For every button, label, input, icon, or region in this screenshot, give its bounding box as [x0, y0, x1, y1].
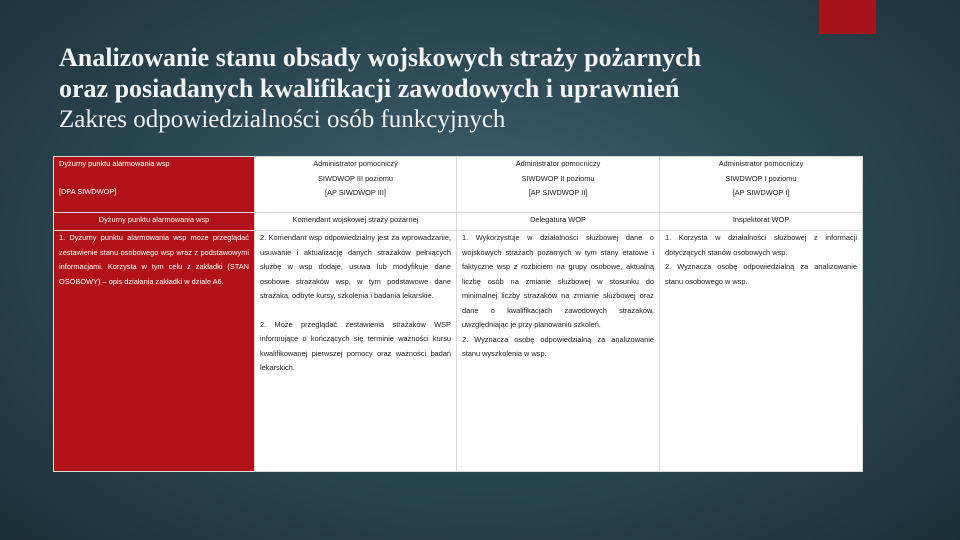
- body-cell-komendant: [255, 231, 457, 472]
- header-ap2-abbr: [AP SIWDWOP II]: [528, 188, 588, 197]
- slide-title: [59, 42, 819, 137]
- header-cell-dpa: [54, 157, 255, 213]
- header-ap2-level: SIWDWOP II poziomu: [521, 173, 595, 183]
- table-header-row: [54, 157, 863, 213]
- inspektorat-duty-1: 1. Korzysta w działalności służbowej z informacji dotyczących stanów osobowych wsp.: [665, 233, 857, 257]
- header-ap2-role: Administrator pomocniczy: [515, 159, 601, 168]
- table-body-row: [54, 231, 863, 472]
- title-subtitle: Zakres odpowiedzialności osób funkcyjnych: [59, 106, 506, 133]
- header-cell-ap1: [660, 157, 863, 213]
- delegatura-duty-2: 2. Wyznacza osobę odpowiedzialną za analizowanie stanu wyszkolenia w wsp.: [462, 334, 654, 358]
- body-cell-dpa: [54, 231, 255, 472]
- header-ap3-abbr: [AP SIWDWOP III]: [325, 188, 386, 197]
- komendant-duty-1: 2. Komendant wsp odpowiedzialny jest za wprowadzanie, usuwanie i aktualizację danych strażaków pełniących służbę w wsp dodaje, usuwa lub modyfikuje dane osobowe strażaków wsp, w tym podstawowe dane strażaka, odbyte kursy, szkolenia i badania lekarskie.: [260, 233, 451, 300]
- header-dpa-role: Dyżurny punktu alarmowania wsp: [59, 159, 170, 168]
- accent-block: [819, 0, 876, 34]
- header-ap1-abbr: [AP SIWDWOP I]: [732, 188, 790, 197]
- header-ap1-level: SIWDWOP I poziomu: [725, 173, 797, 183]
- header-cell-ap2: [457, 157, 660, 213]
- subheader-delegatura: Delegatura WOP: [457, 213, 660, 231]
- header-ap3-role: Administrator pomocniczy: [313, 159, 398, 168]
- subheader-inspektorat: Inspektorat WOP: [660, 213, 863, 231]
- title-line-2: oraz posiadanych kwalifikacji zawodowych i uprawnień: [59, 74, 680, 103]
- delegatura-duty-1: 1. Wykorzystuje w działalności służbowej dane o wojskowych strażach pożarnych w tym stany etatowe i faktyczne wsp z rozbiciem na grupy osobowe, aktualną liczbę osób na zmianie służbowej w stosunku do minimalnej liczby strażaków na zmianie służbowej oraz dane o kwalifikacjach zawodowych strażaków, uwzględniając je przy planowaniu szkoleń.: [462, 233, 654, 329]
- komendant-duty-2: 2. Może przeglądać zestawienia strażaków WSP informujące o kończących się terminie ważności kursu kwalifikowanej pierwszej pomocy oraz ważności badań lekarskich.: [260, 319, 451, 372]
- header-ap1-role: Administrator pomocniczy: [718, 159, 804, 168]
- dpa-duty-1: 1. Dyżurny punktu alarmowania wsp może przeglądać zestawienie stanu osobowego wsp wraz z podstawowymi informacjami. Korzysta w tym celu z zakładki (STAN OSOBOWY) – opis działania zakładki w dziale A6.: [59, 233, 249, 286]
- title-line-1: Analizowanie stanu obsady wojskowych straży pożarnych: [59, 43, 702, 72]
- subheader-komendant: Komendant wojskowej straży pożarnej: [255, 213, 457, 231]
- header-dpa-abbr: [DPA SIWDWOP]: [59, 186, 117, 196]
- header-cell-ap3: [255, 157, 457, 213]
- responsibility-table: [53, 156, 863, 472]
- body-cell-inspektorat: [660, 231, 863, 472]
- inspektorat-duty-2: 2. Wyznacza osobę odpowiedzialną za analizowanie stanu osobowego w wsp.: [665, 262, 857, 286]
- subheader-dpa: Dyżurny punktu alarmowania wsp: [54, 213, 255, 231]
- table-subheader-row: [54, 213, 863, 231]
- body-cell-delegatura: [457, 231, 660, 472]
- header-ap3-level: SIWDWOP III poziomu: [317, 173, 394, 183]
